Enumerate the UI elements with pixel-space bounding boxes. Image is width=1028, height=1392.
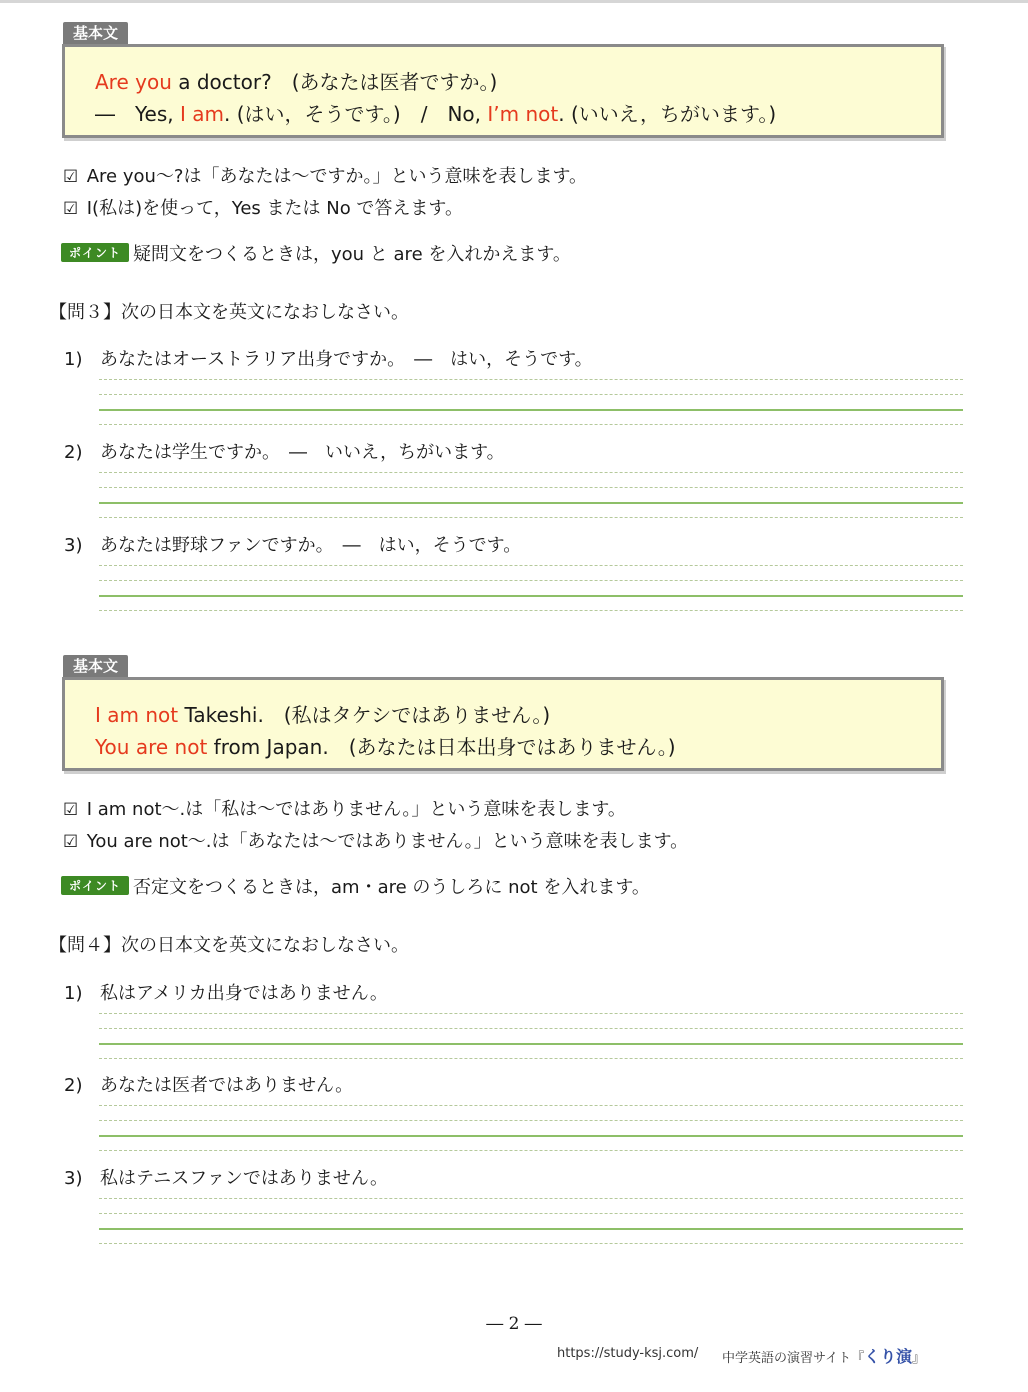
question-heading: 【問３】次の日本文を英文になおしなさい。 <box>49 302 409 323</box>
question-item <box>64 531 521 557</box>
item-text: 私はアメリカ出身ではありません。 <box>100 983 388 1004</box>
item-number: 1) <box>64 349 83 370</box>
point-text: 疑問文をつくるときは，you と are を入れかえます。 <box>133 244 571 265</box>
note-item <box>63 795 626 821</box>
answer-lines[interactable] <box>99 1013 963 1061</box>
highlight-text: You are not <box>95 735 208 759</box>
checkbox-icon: ☑ <box>63 832 79 852</box>
sentence-text: . (はい，そうです。) / No, <box>224 102 488 126</box>
checkbox-icon: ☑ <box>63 167 79 187</box>
item-text: あなたは医者ではありません。 <box>100 1075 354 1096</box>
question-item <box>64 1164 388 1190</box>
basic-sentence-line <box>95 731 676 760</box>
answer-lines[interactable] <box>99 565 963 613</box>
question-item <box>64 979 388 1005</box>
note-text: Are you～?は「あなたは～ですか。」という意味を表します。 <box>86 166 588 187</box>
item-text: あなたはオーストラリア出身ですか。 ― はい，そうです。 <box>100 349 593 370</box>
page-top-edge <box>0 0 1028 3</box>
item-number: 1) <box>64 983 83 1004</box>
item-text: 私はテニスファンではありません。 <box>100 1168 388 1189</box>
item-text: あなたは野球ファンですか。 ― はい，そうです。 <box>100 535 522 556</box>
basic-sentence-line <box>95 699 550 728</box>
page-number: ― 2 ― <box>486 1314 542 1334</box>
site-name-text: 中学英語の演習サイト <box>722 1351 852 1366</box>
item-number: 3) <box>64 535 83 556</box>
note-text: I am not～.は「私は～ではありません。」という意味を表します。 <box>86 799 626 820</box>
site-url-link[interactable]: https://study-ksj.com/ <box>557 1346 699 1361</box>
bracket-close: 』 <box>912 1351 926 1366</box>
sentence-text: from Japan. (あなたは日本出身ではありません。) <box>207 735 676 759</box>
answer-lines[interactable] <box>99 1198 963 1246</box>
note-text: You are not～.は「あなたは～ではありません。」という意味を表します。 <box>86 831 689 852</box>
site-name <box>722 1344 925 1367</box>
question-heading: 【問４】次の日本文を英文になおしなさい。 <box>49 935 409 956</box>
site-logo: くり演 <box>864 1347 913 1366</box>
item-number: 3) <box>64 1168 83 1189</box>
highlight-text: I am not <box>95 703 179 727</box>
highlight-text: I’m not <box>487 102 559 126</box>
point-note <box>61 873 650 899</box>
point-badge: ポイント <box>61 243 129 262</box>
sentence-text: Takeshi. (私はタケシではありません。) <box>178 703 551 727</box>
basic-sentence-box <box>62 44 944 138</box>
item-text: あなたは学生ですか。 ― いいえ，ちがいます。 <box>100 442 505 463</box>
answer-lines[interactable] <box>99 379 963 427</box>
point-text: 否定文をつくるときは，am・are のうしろに not を入れます。 <box>133 877 650 898</box>
basic-sentence-line <box>95 66 497 95</box>
item-number: 2) <box>64 1075 83 1096</box>
point-badge: ポイント <box>61 876 129 895</box>
basic-sentence-tag: 基本文 <box>63 655 128 677</box>
highlight-text: I am <box>180 102 224 126</box>
answer-lines[interactable] <box>99 472 963 520</box>
question-item <box>64 1071 353 1097</box>
sentence-text: . (いいえ，ちがいます。) <box>558 102 777 126</box>
point-note <box>61 240 571 266</box>
question-item <box>64 345 593 371</box>
highlight-text: Are you <box>95 70 172 94</box>
answer-lines[interactable] <box>99 1105 963 1153</box>
note-item <box>63 194 463 220</box>
note-item <box>63 827 688 853</box>
bracket-open: 『 <box>851 1351 865 1366</box>
item-number: 2) <box>64 442 83 463</box>
checkbox-icon: ☑ <box>63 199 79 219</box>
basic-sentence-box <box>62 677 944 771</box>
note-text: I(私は)を使って，Yes または No で答えます。 <box>86 198 463 219</box>
note-item <box>63 162 587 188</box>
sentence-text: ― Yes, <box>95 102 180 126</box>
basic-sentence-line <box>95 98 776 127</box>
question-item <box>64 438 505 464</box>
basic-sentence-tag: 基本文 <box>63 22 128 44</box>
checkbox-icon: ☑ <box>63 800 79 820</box>
sentence-text: a doctor? (あなたは医者ですか。) <box>171 70 498 94</box>
